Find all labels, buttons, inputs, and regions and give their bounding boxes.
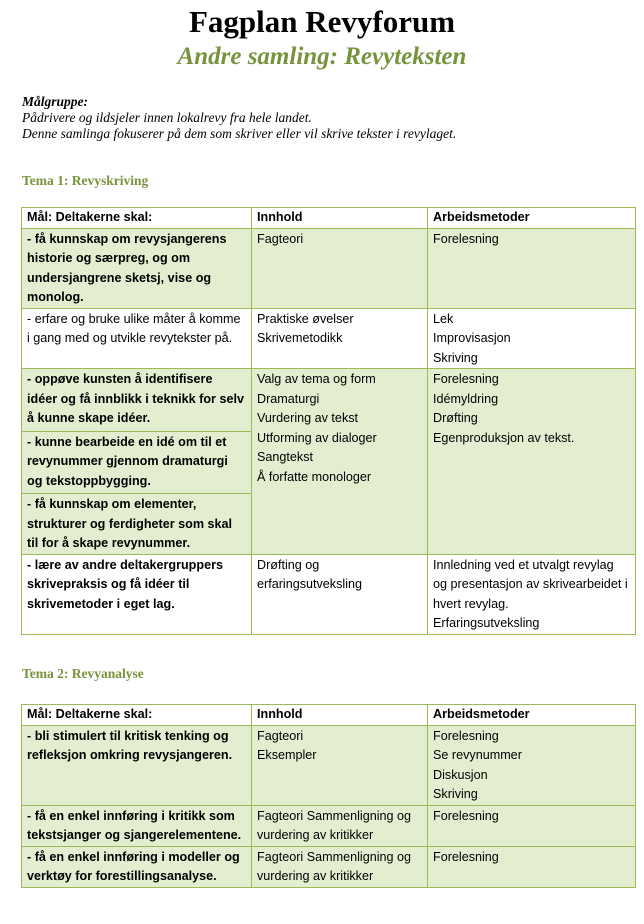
tema1-table xyxy=(21,207,636,635)
target-group-line: Denne samlinga fokuserer på dem som skriver eller vil skrive tekster i revylaget. xyxy=(22,126,457,141)
method-text: Erfaringsutveksling xyxy=(433,616,540,630)
goal-cell xyxy=(22,228,252,308)
goal-cell xyxy=(22,308,252,369)
tema2-table xyxy=(21,704,636,888)
goal-text: - få kunnskap om revysjangerens historie og særpreg, og om undersjangrene sketsj, vise og monolog. xyxy=(27,231,227,304)
content-text: Utforming av dialoger xyxy=(257,430,377,445)
goal-text: - kunne bearbeide en idé om til et revynummer gjennom dramaturgi og tekstoppbygging. xyxy=(22,431,251,492)
method-text: Innledning ved et utvalgt revylag og presentasjon av skrivearbeidet i hvert revylag. xyxy=(433,557,628,611)
goal-cell xyxy=(22,725,252,805)
method-text: Drøfting xyxy=(433,411,478,425)
content-cell xyxy=(252,805,428,846)
method-text: Forelesning xyxy=(433,231,499,246)
method-text: Forelesning xyxy=(433,372,499,386)
content-text: Fagteori Sammenligning og vurdering av kritikker xyxy=(257,849,412,883)
goal-text: - få en enkel innføring i modeller og verktøy for forestillingsanalyse. xyxy=(27,849,240,883)
goal-cell xyxy=(22,369,252,555)
content-text: Å forfatte monologer xyxy=(257,469,372,484)
content-text: Praktiske øvelser xyxy=(257,311,354,326)
column-header-goal: Mål: Deltakerne skal: xyxy=(22,208,252,229)
content-cell xyxy=(252,554,428,634)
table-row xyxy=(22,554,636,634)
column-header-content: Innhold xyxy=(252,208,428,229)
content-text: Eksempler xyxy=(257,748,317,762)
table-row xyxy=(22,725,636,805)
content-text: Vurdering av tekst xyxy=(257,411,359,425)
tema2-heading: Tema 2: Revyanalyse xyxy=(22,666,144,681)
goal-cell xyxy=(22,846,252,887)
content-text: Valg av tema og form xyxy=(257,372,376,386)
document-subtitle: Andre samling: Revyteksten xyxy=(177,43,467,70)
document-title: Fagplan Revyforum xyxy=(188,4,456,39)
goal-text: - få kunnskap om elementer, strukturer og ferdigheter som skal til for å skape revynummer. xyxy=(22,493,251,554)
method-text: Idémyldring xyxy=(433,391,499,406)
table-row xyxy=(22,805,636,846)
methods-cell xyxy=(428,554,636,634)
method-text: Skriving xyxy=(433,787,478,801)
content-text: Fagteori Sammenligning og vurdering av kritikker xyxy=(257,808,412,842)
method-text: Forelesning xyxy=(433,808,499,823)
goal-text: - erfare og bruke ulike måter å komme i gang med og utvikle revytekster på. xyxy=(27,311,241,345)
method-text: Skriving xyxy=(433,350,478,365)
target-group-line: Pådrivere og ildsjeler innen lokalrevy fra hele landet. xyxy=(22,110,312,125)
column-header-methods: Arbeidsmetoder xyxy=(428,208,636,229)
content-text: Drøfting og erfaringsutveksling xyxy=(257,557,362,591)
method-text: Lek xyxy=(433,311,454,326)
method-text: Forelesning xyxy=(433,728,499,743)
method-text: Se revynummer xyxy=(433,748,522,762)
table-row xyxy=(22,369,636,555)
goal-text: - lære av andre deltakergruppers skrivepraksis og få idéer til skrivemetoder i eget lag. xyxy=(27,557,223,611)
column-header-goal: Mål: Deltakerne skal: xyxy=(22,705,252,726)
table-row xyxy=(22,228,636,308)
table-row xyxy=(22,308,636,369)
method-text: Forelesning xyxy=(433,849,499,864)
column-header-methods: Arbeidsmetoder xyxy=(428,705,636,726)
target-group-label: Målgruppe: xyxy=(22,94,89,109)
content-cell xyxy=(252,725,428,805)
method-text: Diskusjon xyxy=(433,767,488,782)
table-header-row xyxy=(22,208,636,229)
content-text: Skrivemetodikk xyxy=(257,331,343,345)
content-text: Sangtekst xyxy=(257,450,314,464)
table-row xyxy=(22,846,636,887)
tema1-heading: Tema 1: Revyskriving xyxy=(22,173,149,188)
content-text: Fagteori xyxy=(257,231,304,246)
content-cell xyxy=(252,228,428,308)
content-cell xyxy=(252,369,428,555)
content-text: Dramaturgi xyxy=(257,391,320,406)
goal-text: - få en enkel innføring i kritikk som tekstsjanger og sjangerelementene. xyxy=(27,808,242,842)
goal-text: - oppøve kunsten å identifisere idéer og få innblikk i teknikk for selv å kunne skape idéer. xyxy=(27,372,244,425)
content-text: Fagteori xyxy=(257,728,304,743)
methods-cell xyxy=(428,369,636,555)
methods-cell xyxy=(428,308,636,369)
goal-cell xyxy=(22,554,252,634)
content-cell xyxy=(252,308,428,369)
table-header-row xyxy=(22,705,636,726)
target-group-section xyxy=(22,94,632,142)
goal-cell xyxy=(22,805,252,846)
method-text: Egenproduksjon av tekst. xyxy=(433,430,575,445)
column-header-content: Innhold xyxy=(252,705,428,726)
methods-cell xyxy=(428,725,636,805)
methods-cell xyxy=(428,805,636,846)
method-text: Improvisasjon xyxy=(433,331,511,345)
content-cell xyxy=(252,846,428,887)
methods-cell xyxy=(428,846,636,887)
methods-cell xyxy=(428,228,636,308)
goal-text: - bli stimulert til kritisk tenking og refleksjon omkring revysjangeren. xyxy=(27,728,233,762)
